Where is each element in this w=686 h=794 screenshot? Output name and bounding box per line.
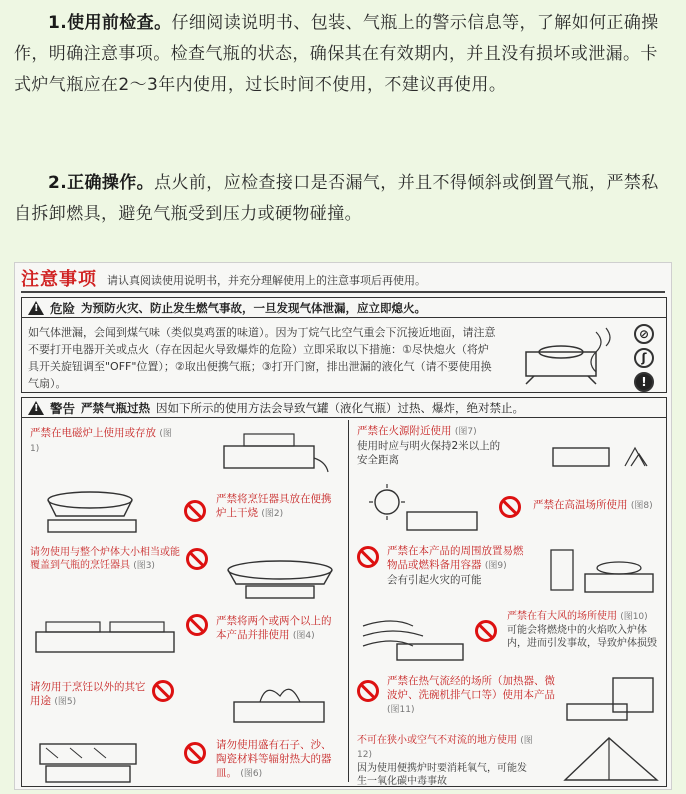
danger-label: 危险: [50, 300, 76, 316]
warning-item-text: 请勿用于烹饪以外的其它用途: [30, 681, 146, 707]
flame-off-icon: ʃ: [634, 348, 654, 368]
warning-item-text: 严禁将烹饪器具放在便携炉上干烧: [216, 493, 332, 519]
danger-bar: [22, 298, 666, 318]
warning-label: 警告: [50, 400, 76, 416]
safety-notice-image: [14, 262, 672, 790]
prohibited-icon: [357, 680, 379, 702]
warning-item-text: 严禁在热气流经的场所（加热器、微波炉、洗碗机排气口等）使用本产品: [387, 675, 555, 701]
stove-illustration-icon: [506, 322, 626, 388]
stone-pot-icon: [30, 736, 150, 788]
large-pan-icon: [220, 556, 340, 604]
warning-item-text: 严禁在本产品的周围放置易燃物品或燃料备用容器: [387, 545, 524, 571]
warning-item: [349, 480, 666, 540]
figure-label: (图6): [240, 769, 263, 779]
warning-item-text: 请勿使用与整个炉体大小相当或能覆盖到气瓶的烹饪器具: [30, 547, 180, 571]
warning-item-text: 严禁在高温场所使用: [533, 499, 628, 511]
warning-triangle-icon: [28, 401, 44, 415]
two-stoves-icon: [30, 614, 180, 664]
warning-item-text: 严禁在电磁炉上使用或存放: [30, 427, 156, 439]
paragraph-2-heading: 2.正确操作。: [48, 173, 155, 193]
warning-item: [24, 482, 342, 542]
danger-heading: 为预防火灾、防止发生燃气事故，一旦发现气体泄漏，应立即熄火。: [81, 300, 427, 315]
warning-item: [349, 420, 666, 480]
paragraph-1-text: 仔细阅读说明书、包装、气瓶上的警示信息等，了解如何正确操作，明确注意事项。检查气瓶的状态，确保其在有效期内，并且没有损坏或泄漏。卡式炉气瓶应在2～3年内使用，过长时间不使用，不建议再使用。: [14, 13, 659, 95]
prohibited-icon: [186, 548, 208, 570]
left-warning-column: [24, 422, 342, 790]
warning-item-note: 使用时应与明火保持2米以上的安全距离: [357, 440, 501, 466]
empty-pot-on-stove-icon: [30, 486, 160, 536]
warning-item: [24, 672, 342, 732]
heater-vent-icon: [563, 674, 663, 726]
wind-icon: [357, 612, 467, 664]
warning-item: [24, 422, 342, 482]
warning-item-text: 请勿使用盛有石子、沙、陶瓷材料等辐射热大的器皿。: [216, 739, 332, 779]
danger-side-icons: [634, 324, 660, 396]
warning-item-text: 严禁在有大风的场所使用: [507, 611, 617, 622]
warning-item-note: 因为使用便携炉时要消耗氧气，可能发生一氧化碳中毒事故: [357, 763, 527, 787]
warning-item-note: 会有引起火灾的可能: [387, 574, 482, 586]
paragraph-2-text: 点火前，应检查接口是否漏气，并且不得倾斜或倒置气瓶，严禁私自拆卸燃具，避免气瓶受到压力或硬物碰撞。: [14, 173, 659, 224]
flammables-near-stove-icon: [545, 544, 661, 600]
campfire-stove-icon: [549, 426, 659, 474]
figure-label: (图3): [133, 561, 155, 571]
warning-item: [349, 730, 666, 788]
prohibited-icon: [184, 742, 206, 764]
induction-stove-icon: [204, 428, 334, 476]
paragraph-2: [14, 168, 672, 230]
figure-label: (图2): [261, 509, 284, 519]
warning-item-text: 严禁在火源附近使用: [357, 425, 452, 437]
tent-icon: [559, 734, 663, 784]
figure-label: (图1): [30, 429, 172, 454]
figure-label: (图10): [620, 612, 648, 622]
warning-item: [349, 670, 666, 730]
prohibited-icon: [186, 614, 208, 636]
figure-label: (图11): [387, 705, 415, 715]
notice-title: 注意事项: [21, 269, 97, 290]
figure-label: (图5): [54, 697, 77, 707]
warning-item: [24, 542, 342, 608]
warning-item: [24, 608, 342, 672]
figure-label: (图9): [484, 561, 507, 571]
paragraph-1-heading: 1.使用前检查。: [48, 13, 172, 33]
prohibited-icon: [357, 546, 379, 568]
prohibited-icon: [475, 620, 497, 642]
figure-label: (图12): [357, 736, 533, 760]
misuse-stove-icon: [220, 676, 338, 728]
right-warning-column: [348, 420, 666, 787]
prohibited-icon: [184, 500, 206, 522]
warning-item: [349, 606, 666, 670]
notice-header: [21, 269, 665, 293]
warning-triangle-icon: [28, 301, 44, 315]
warning-item-note: 可能会将燃烧中的火焰吹入炉体内，进而引发事故，导致炉体损毁: [507, 625, 657, 649]
warning-item: [24, 732, 342, 790]
figure-label: (图8): [630, 501, 653, 511]
warning-item-text: 严禁将两个或两个以上的本产品并排使用: [216, 615, 332, 641]
danger-box: [21, 297, 667, 393]
warning-box: [21, 397, 667, 787]
warning-item: [349, 540, 666, 606]
prohibited-icon: [152, 680, 174, 702]
warning-item-text: 不可在狭小或空气不对流的地方使用: [357, 735, 517, 746]
figure-label: (图4): [292, 631, 315, 641]
warning-heading: 严禁气瓶过热: [81, 400, 151, 415]
warning-bar: [22, 398, 666, 418]
warning-desc: 因如下所示的使用方法会导致气罐（液化气瓶）过热、爆炸，绝对禁止。: [156, 400, 525, 415]
danger-body: 如气体泄漏，会闻到煤气味（类似臭鸡蛋的味道）。因为丁烷气比空气重会下沉接近地面，请注意不要打开电器开关或点火（存在因起火导致爆炸的危险）立即采取以下措施：①尽快熄火（将炉具开关旋钮调至"OFF"位置）；②取出便携气瓶；③打开门窗，排出泄漏的液化气（请不要使用换气扇）。: [28, 326, 496, 390]
figure-label: (图7): [454, 427, 477, 437]
sun-heat-icon: [357, 484, 487, 534]
prohibited-icon: [499, 496, 521, 518]
prohibition-icon: ⊘: [634, 324, 654, 344]
notice-subtitle: 请认真阅读使用说明书，并充分理解使用上的注意事项后再使用。: [107, 274, 426, 287]
exclamation-icon: !: [634, 372, 654, 392]
paragraph-1: [14, 8, 672, 101]
